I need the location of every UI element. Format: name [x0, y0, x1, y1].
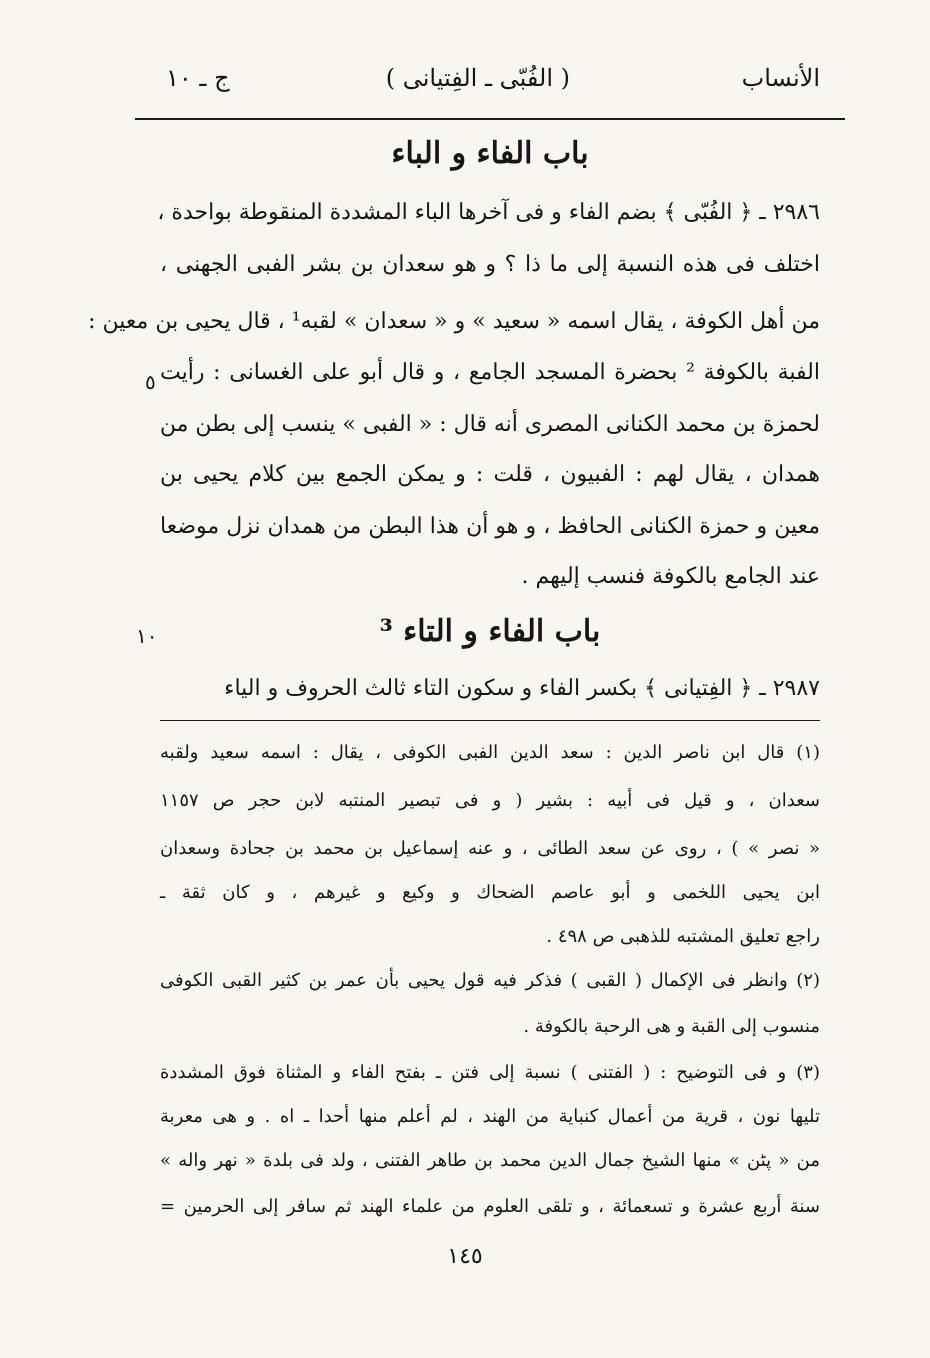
margin-line-number-5: ٥	[145, 370, 156, 394]
footnote-1-line-2: سعدان ، و قيل فى أبيه : بشير ( و فى تبصير المنتبه لابن حجر ص ١١٥٧	[160, 790, 820, 811]
footnote-1-line-4: ابن يحيى اللخمى و أبو عاصم الضحاك و وكيع و غيرهم ، و كان ثقة ـ	[160, 882, 820, 903]
header-book-title: الأنساب	[741, 64, 820, 92]
entry-2986-line-6: همدان ، يقال لهم : الفبيون ، قلت : و يمكن الجمع بين كلام يحيى بن	[160, 462, 820, 487]
entry-2986-line-8: عند الجامع بالكوفة فنسب إليهم .	[521, 564, 820, 589]
footnote-3-line-4: سنة أربع عشرة و تسعمائة ، و تلقى العلوم من علماء الهند ثم سافر إلى الحرمين =	[160, 1196, 820, 1217]
footnote-3-line-2: تليها نون ، قرية من أعمال كنباية من الهند ، لم أعلم منها أحدا ـ اه . و هى معربة	[160, 1106, 820, 1127]
header-volume-number: ج ـ ١٠	[166, 64, 230, 92]
margin-line-number-10: ١٠	[136, 624, 158, 648]
header-entries-range: ( الفُبّى ـ الفِتيانى )	[385, 64, 570, 92]
section-title-fa-ba: باب الفاء و الباء	[391, 136, 589, 171]
footnote-3-line-1: (٣) و فى التوضيح : ( الفتنى ) نسبة إلى فتن ـ بفتح الفاء و المثناة فوق المشددة	[160, 1062, 820, 1083]
entry-2986-line-3: من أهل الكوفة ، يقال اسمه « سعيد » و « سعدان » لقبه¹ ، قال يحيى بن معين :	[88, 309, 820, 334]
footnote-3-line-3: من « پٹن » منها الشيخ جمال الدين محمد بن طاهر الفتنى ، ولد فى بلدة « نهر واله »	[160, 1150, 820, 1171]
footnote-1-line-5: راجع تعليق المشتبه للذهبى ص ٤٩٨ .	[546, 926, 820, 947]
section-title-fa-ta: باب الفاء و التاء ³	[379, 614, 601, 649]
entry-2986-line-4: الفبة بالكوفة ² بحضرة المسجد الجامع ، و قال أبو على الغسانى : رأيت	[160, 360, 820, 385]
entry-2986-line-2: اختلف فى هذه النسبة إلى ما ذا ؟ و هو سعدان بن بشر الفبى الجهنى ،	[160, 252, 820, 277]
footnote-rule	[160, 720, 820, 721]
running-header	[160, 64, 820, 104]
page-number: ١٤٥	[447, 1244, 483, 1269]
footnote-1-line-3: « نصر » ) ، روى عن سعد الطائى ، و عنه إسماعيل بن محمد بن جحادة وسعدان	[160, 838, 820, 859]
entry-2986-line-7: معين و حمزة الكنانى الحافظ ، و هو أن هذا البطن من همدان نزل موضعا	[160, 514, 820, 539]
entry-2986-line-1: ٢٩٨٦ ـ ﴿ الفُبّى ﴾ بضم الفاء و فى آخرها الباء المشددة المنقوطة بواحدة ،	[157, 200, 820, 225]
entry-2987-line-1: ٢٩٨٧ ـ ﴿ الفِتيانى ﴾ بكسر الفاء و سكون التاء ثالث الحروف و الياء	[224, 676, 820, 701]
footnote-2-line-2: منسوب إلى القبة و هى الرحبة بالكوفة .	[523, 1016, 820, 1037]
entry-2986-line-5: لحمزة بن محمد الكنانى المصرى أنه قال : « الفبى » ينسب إلى بطن من	[159, 412, 820, 437]
header-rule	[135, 118, 845, 120]
footnote-2-line-1: (٢) وانظر فى الإكمال ( القبى ) فذكر فيه قول يحيى بأن عمر بن كثير القبى الكوفى	[160, 970, 820, 991]
footnote-1-line-1: (١) قال ابن ناصر الدين : سعد الدين الفبى الكوفى ، يقال : اسمه سعيد ولقبه	[160, 742, 820, 763]
